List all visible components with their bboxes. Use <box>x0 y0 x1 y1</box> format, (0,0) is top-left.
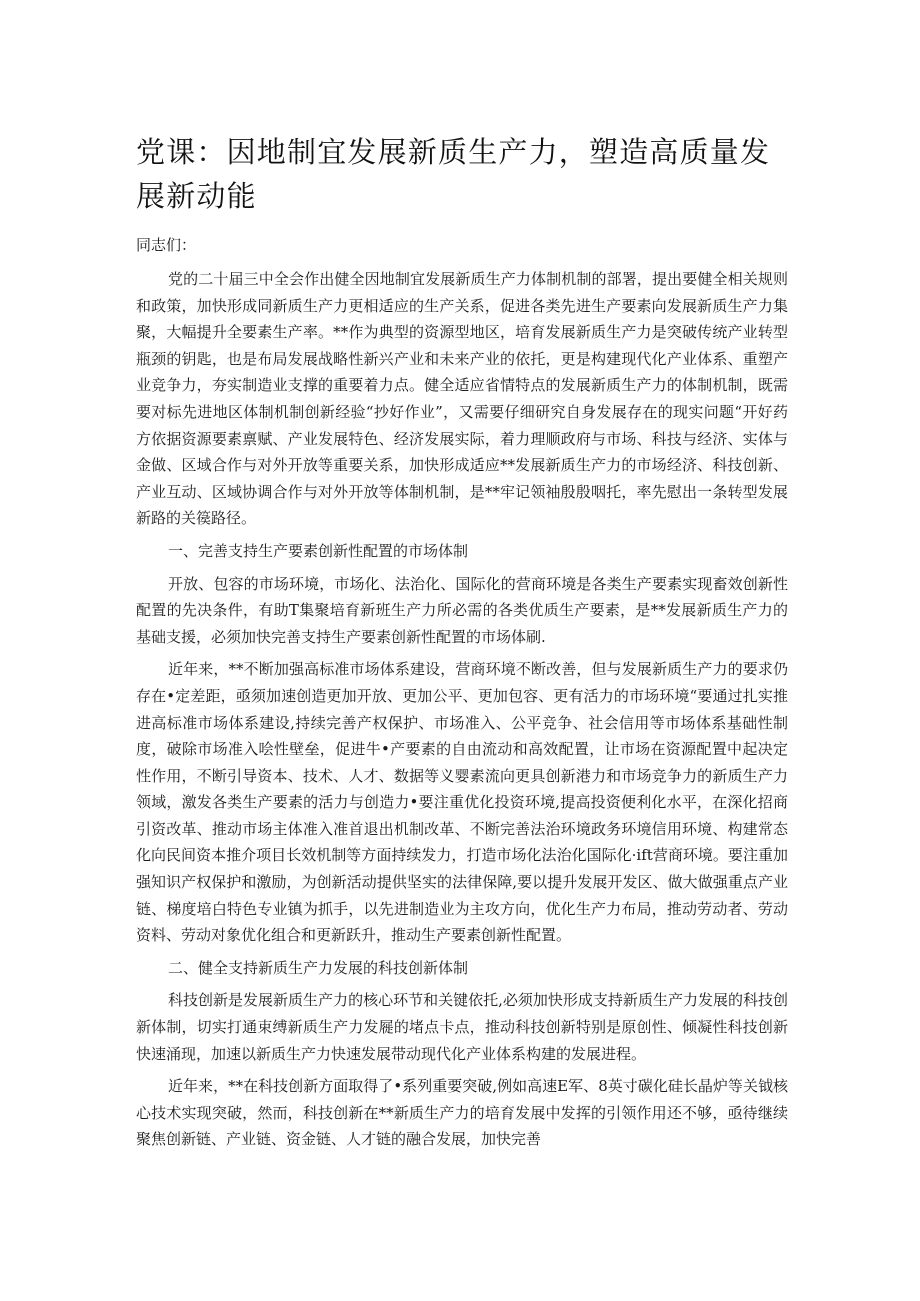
document-body <box>136 130 788 1159</box>
paragraph-market-recent: 近年来，**不断加强高标准市场体系建设，营商环境不断改善，但与发展新质生产力的要求仍存在•定差距，亟须加速创造更加开放、更加公平、更加包容、更有活力的市场环境“要通过扎实推进高标准市场体系建设,持续完善产权保护、市场准入、公平竞争、社会信用等市场体系基础性制度，破除市场准入哙性壁垒，促进牛•产要素的自由流动和高效配置，让市场在资源配置中起决定性作用，不断引导资本、技术、人才、数据等义婴素流向更具创新港力和市场竞争力的新质生产力领域，激发各类生产要素的活力与创造力•要注重优化投资环境,提高投资便利化水平，在深化招商引资改革、推动市场主体准入准首退出机制改革、不断完善法治环境政务环境信用环境、构建常态化向民间资本推介项目长效机制等方面持续发力，打造市场化法治化国际化·ift营商环境。要注重加强知识产权保护和激励，为创新活动提供坚实的法律保障,要以提升发展开发区、做大做强重点产业链、梯度培白特色专业镇为抓手，以先进制造业为主攻方向，优化生产力布局，推动劳动者、劳动资料、劳动对象优化组合和更新跃升，推动生产要素创新性配置。 <box>136 660 788 945</box>
document-title: 党课：因地制宜发展新质生产力，塑造高质量发展新动能 <box>136 135 771 213</box>
section-heading-1: 一、完善支持生产要素创新性配置的市场体制 <box>168 541 469 560</box>
paragraph-tech-recent: 近年来，**在科技创新方面取得了•系列重要突破,例如高速E军、8英寸碳化硅长晶炉等关钺核心技术实现突破，然而，科技创新在**新质生产力的培育发展中发挥的引领作用还不够，亟待继续聚焦创新链、产业链、资金链、人才链的融合发展，加快完善 <box>136 1077 788 1149</box>
paragraph-intro: 党的二十届三中全会作出健全因地制宜发展新质生产力体制机制的部署，提出要健全相关规则和政策，加快形成同新质生产力更相适应的生产关系，促进各类先进生产要素向发展新质生产力集聚，大幅提升全要素生产率。**作为典型的资源型地区，培育发展新质生产力是突破传统产业转型瓶颈的钥匙，也是布局发展战略性新兴产业和未来产业的依托，更是构建现代化产业体系、重塑产业竞争力，夯实制造业支撑的重要着力点。健全适应省情特点的发展新质生产力的体制机制，既需要对标先进地区体制机制创新经验“抄好作业”，又需要仔细研究自身发展存在的现实问题“开好药方依据资源要素禀赋、产业发展特色、经济发展实际，着力理顺政府与市场、科技与经济、实体与金做、区域合作与对外开放等重要关系，加快形成适应**发展新质生产力的市场经济、科技创新、产业互动、区域协调合作与对外开放等体制机制，是**牢记领袖殷殷咽托，率先慰出一条转型发展新路的关篌路径。 <box>136 270 788 528</box>
paragraph-market-env: 开放、包容的市场环境，市场化、法治化、国际化的营商环境是各类生产要素实现畜效创新性配置的先决条件，有助T集聚培育新班生产力所必需的各类优质生产要素，是**发展新质生产力的基础支援，必须加快完善支持生产要素创新性配置的市场体刷. <box>136 574 788 646</box>
section-heading-2: 二、健全支持新质生产力发展的科技创新体制 <box>168 958 469 977</box>
greeting: 同志们： <box>136 236 197 254</box>
paragraph-tech-innovation: 科技创新是发展新质生产力的核心环节和关键依托,必须加快形成支持新质生产力发展的科技创新体制，切实打通束缚新质生产力发屣的堵点卡点，推动科技创新特别是原创性、倾凝性科技创新快速涌现，加速以新质生产力快速发展带动现代化产业体系构建的发展进程。 <box>136 991 788 1063</box>
